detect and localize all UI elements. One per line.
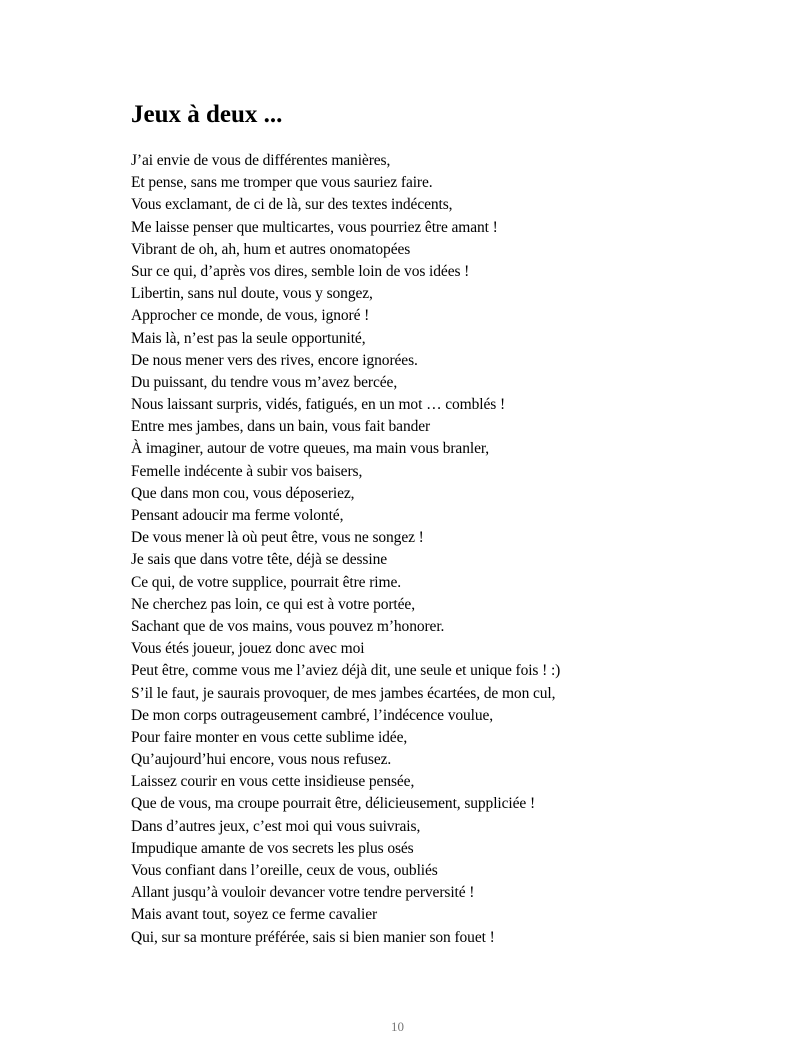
page-number: 10 (391, 1019, 404, 1034)
poem-line: Allant jusqu’à vouloir devancer votre tendre perversité ! (131, 884, 475, 902)
poem-line: Sur ce qui, d’après vos dires, semble loin de vos idées ! (131, 262, 470, 280)
poem-line: Pensant adoucir ma ferme volonté, (131, 507, 344, 524)
poem-title: Jeux à deux ... (131, 101, 283, 128)
poem-line: Vibrant de oh, ah, hum et autres onomatopées (131, 240, 411, 258)
poem-line: Mais là, n’est pas la seule opportunité, (131, 329, 366, 347)
poem-line: Peut être, comme vous me l’aviez déjà dit, une seule et unique fois ! :) (131, 662, 561, 680)
poem-line: Que dans mon cou, vous déposeriez, (131, 484, 355, 502)
poem-line: Qui, sur sa monture préférée, sais si bien manier son fouet ! (131, 928, 495, 946)
poem-line: Je sais que dans votre tête, déjà se dessine (131, 551, 388, 569)
poem-line: Approcher ce monde, de vous, ignoré ! (131, 307, 370, 325)
poem-line: Laissez courir en vous cette insidieuse pensée, (131, 773, 415, 791)
poem-line: Ce qui, de votre supplice, pourrait être rime. (131, 573, 402, 591)
poem-line: Ne cherchez pas loin, ce qui est à votre portée, (131, 595, 415, 613)
poem-line: Que de vous, ma croupe pourrait être, délicieusement, suppliciée ! (131, 795, 535, 813)
poem-line: Femelle indécente à subir vos baisers, (131, 462, 363, 480)
poem-line: Impudique amante de vos secrets les plus osés (131, 839, 414, 857)
poem-line: Me laisse penser que multicartes, vous pourriez être amant ! (131, 218, 498, 236)
poem-line: De vous mener là où peut être, vous ne songez ! (131, 529, 424, 547)
poem-line: Vous exclamant, de ci de là, sur des textes indécents, (131, 196, 453, 214)
poem-line: Sachant que de vos mains, vous pouvez m’honorer. (131, 617, 445, 635)
poem-line: Qu’aujourd’hui encore, vous nous refusez. (131, 751, 392, 769)
poem-line: Dans d’autres jeux, c’est moi qui vous suivrais, (131, 817, 421, 835)
poem-line: Vous étés joueur, jouez donc avec moi (131, 640, 365, 658)
poem-line: Pour faire monter en vous cette sublime idée, (131, 728, 408, 746)
poem-line: Entre mes jambes, dans un bain, vous fait bander (131, 418, 431, 436)
poem-line: De mon corps outrageusement cambré, l’indécence voulue, (131, 706, 494, 724)
poem-line: Et pense, sans me tromper que vous sauriez faire. (131, 174, 433, 192)
poem-line: Du puissant, du tendre vous m’avez bercée, (131, 373, 398, 391)
poem-line: Vous confiant dans l’oreille, ceux de vous, oubliés (131, 862, 438, 879)
poem-body (131, 150, 560, 949)
poem-line: S’il le faut, je saurais provoquer, de mes jambes écartées, de mon cul, (131, 684, 556, 702)
poem-line: À imaginer, autour de votre queues, ma main vous branler, (131, 440, 490, 458)
poem-line: J’ai envie de vous de différentes manières, (131, 152, 391, 169)
poem-line: Mais avant tout, soyez ce ferme cavalier (131, 906, 378, 924)
poem-line: Nous laissant surpris, vidés, fatigués, en un mot … comblés ! (131, 396, 506, 414)
poem-line: De nous mener vers des rives, encore ignorées. (131, 351, 418, 369)
poem-line: Libertin, sans nul doute, vous y songez, (131, 285, 373, 303)
